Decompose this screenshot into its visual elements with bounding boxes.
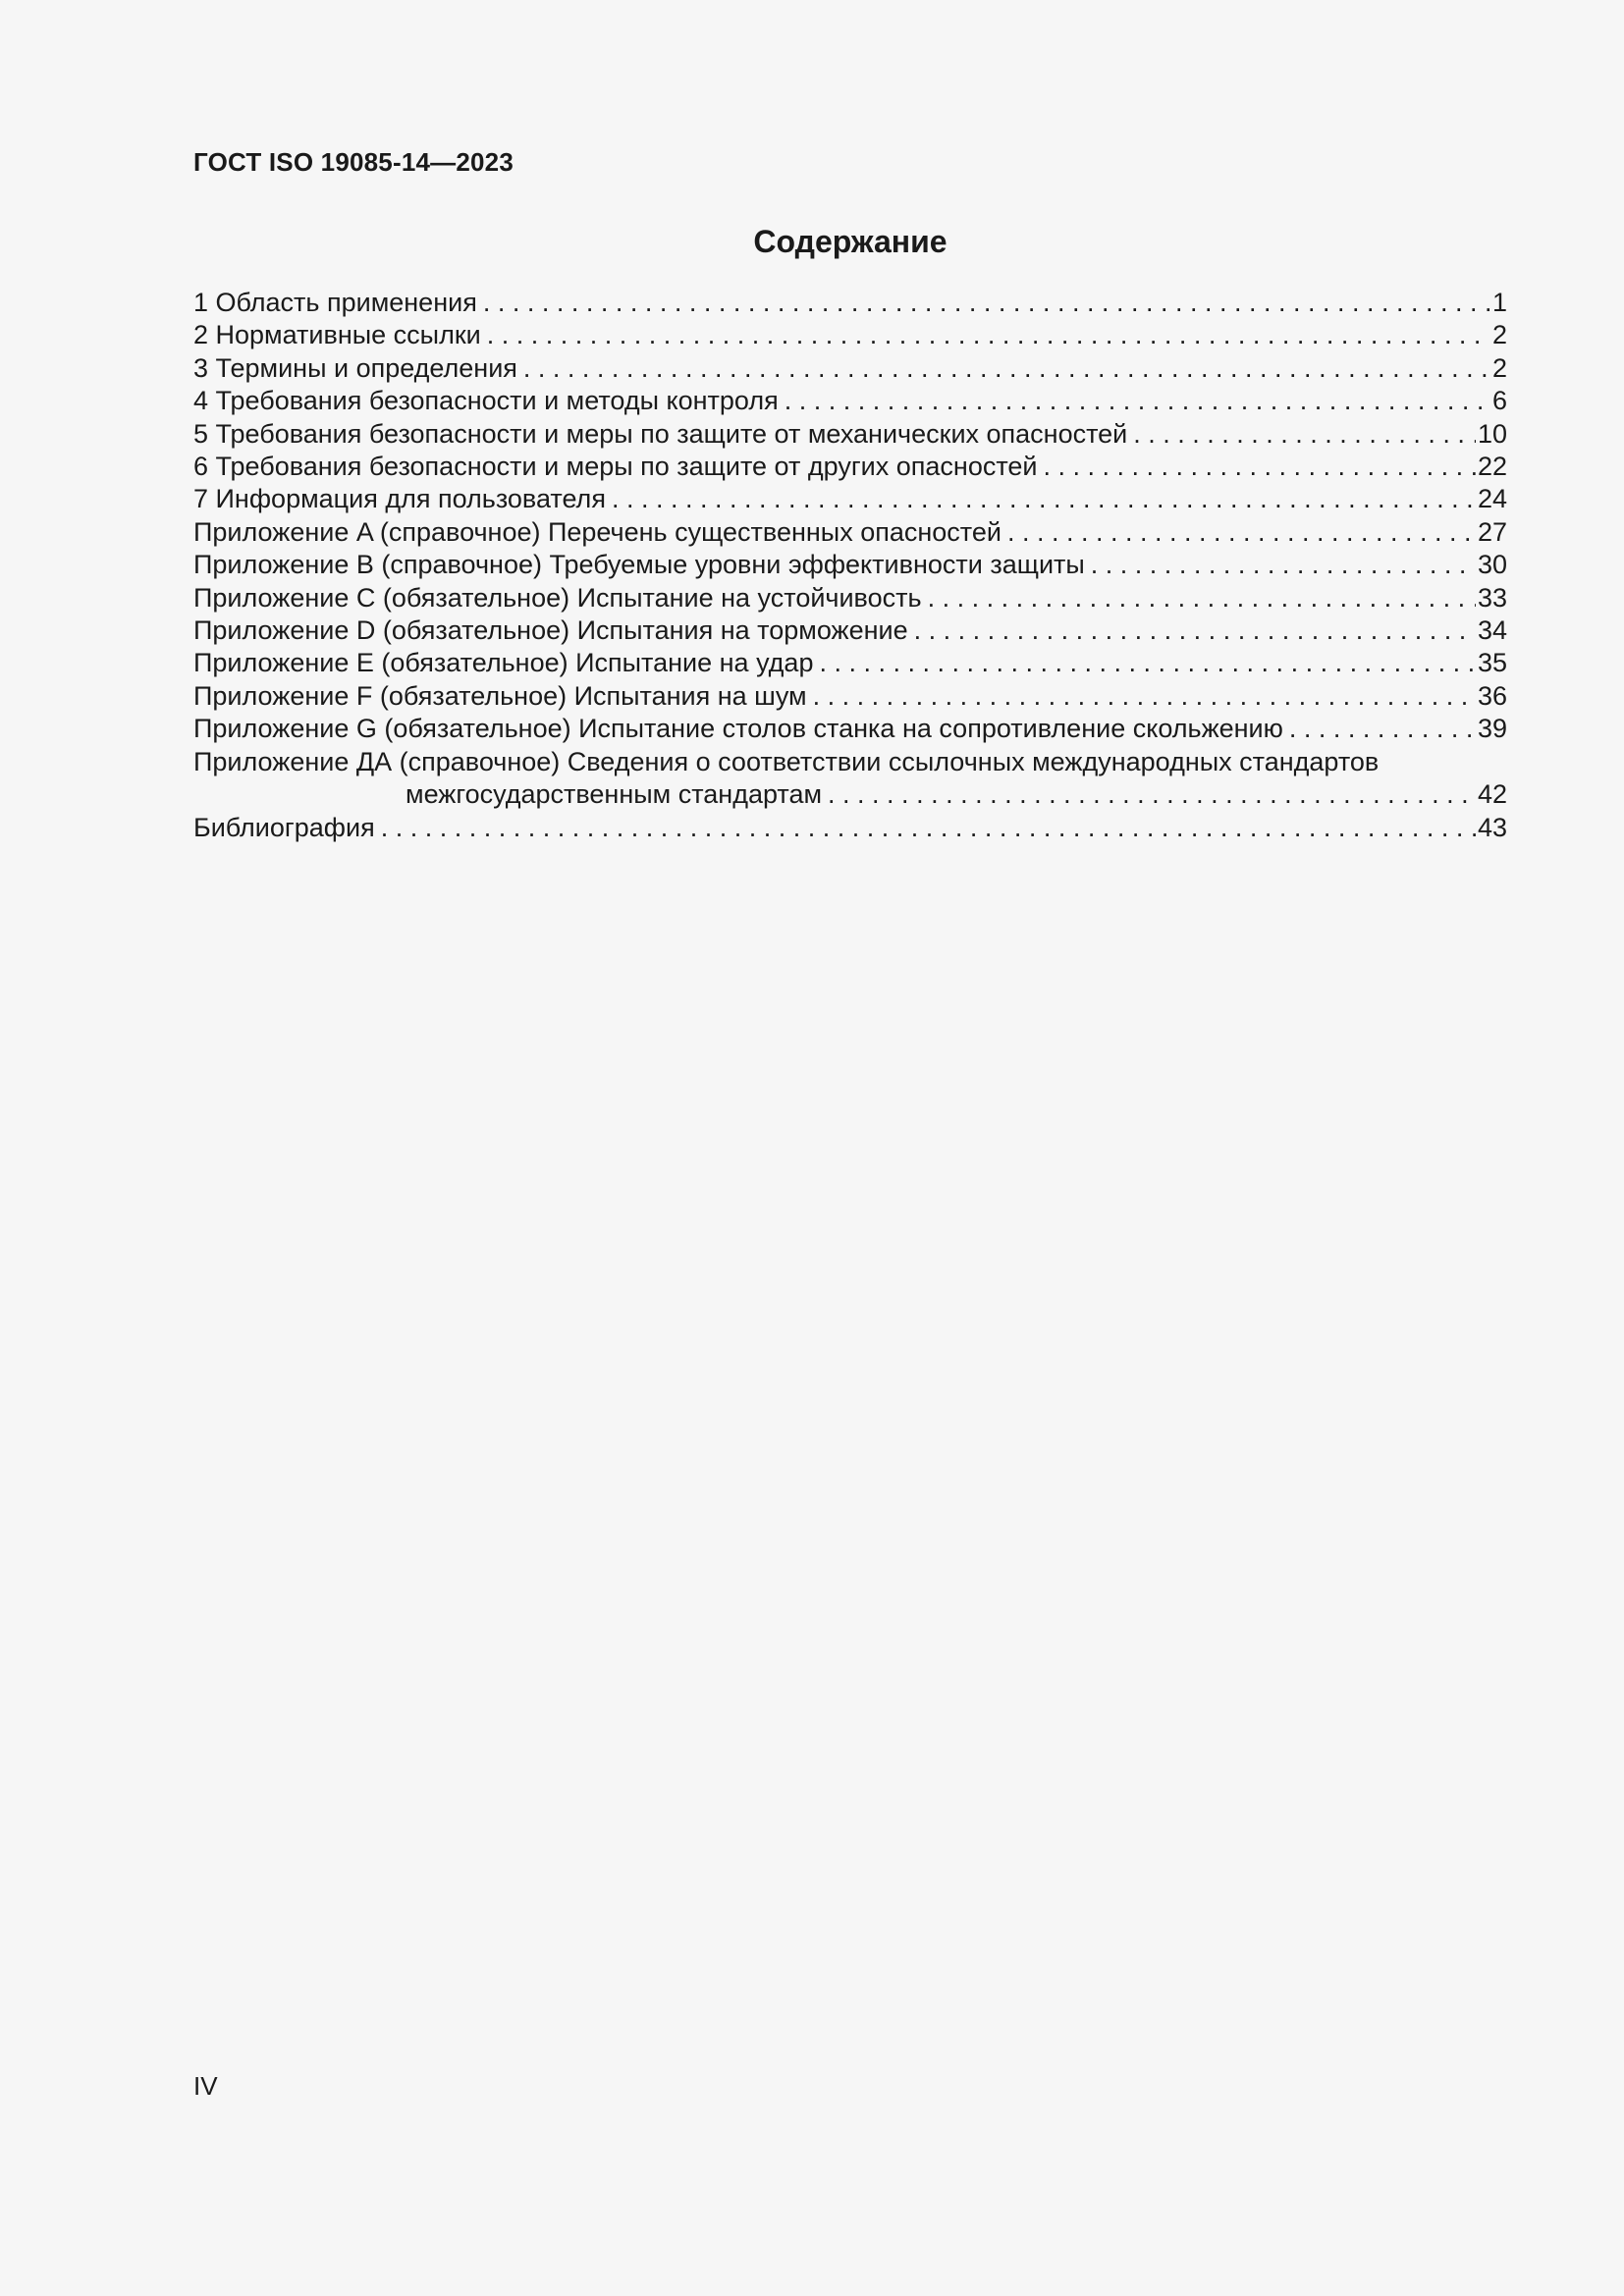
toc-entry-page: 2: [1491, 320, 1507, 350]
toc-entry[interactable]: [193, 483, 1507, 515]
toc-entry-bibliography[interactable]: [193, 812, 1507, 844]
toc-entry-label: Библиография: [193, 812, 375, 842]
toc-entry-label: 3 Термины и определения: [193, 352, 517, 383]
page-number: IV: [193, 2071, 218, 2101]
toc-entry-label: Приложение B (справочное) Требуемые уровни эффективности защиты: [193, 550, 1085, 580]
toc-entry-label: Приложение C (обязательное) Испытание на устойчивость: [193, 582, 922, 613]
toc-entry-label: Приложение A (справочное) Перечень существенных опасностей: [193, 516, 1001, 547]
toc-entry-page: 1: [1491, 288, 1507, 317]
toc-entry-page: 6: [1491, 386, 1507, 416]
toc-entry[interactable]: [193, 319, 1507, 351]
document-code: ГОСТ ISO 19085-14—2023: [193, 147, 514, 177]
dot-leader: [928, 582, 1476, 614]
toc-entry-label: Приложение E (обязательное) Испытание на удар: [193, 648, 814, 678]
toc-entry-appendix-da[interactable]: [193, 746, 1507, 812]
toc-entry-label: Приложение F (обязательное) Испытания на шум: [193, 680, 807, 711]
dot-leader: [914, 614, 1476, 647]
dot-leader: [612, 483, 1476, 515]
dot-leader: [785, 385, 1490, 417]
toc-entry-label: Приложение G (обязательное) Испытание столов станка на сопротивление скольжению: [193, 714, 1283, 744]
toc-entry-page: 10: [1477, 418, 1507, 449]
dot-leader: [819, 647, 1475, 679]
toc-entry-label: Приложение D (обязательное) Испытания на торможение: [193, 615, 908, 646]
toc-entry-page: 35: [1477, 648, 1507, 678]
toc-entry[interactable]: [193, 647, 1507, 679]
toc-entry[interactable]: [193, 451, 1507, 483]
toc-entry-page: 27: [1477, 516, 1507, 547]
toc-entry[interactable]: [193, 713, 1507, 745]
dot-leader: [483, 287, 1490, 319]
dot-leader: [1044, 451, 1476, 483]
toc-entry-label: 7 Информация для пользователя: [193, 484, 606, 514]
table-of-contents: [193, 287, 1507, 844]
toc-entry[interactable]: [193, 516, 1507, 549]
dot-leader: [1133, 418, 1476, 451]
toc-entry-label: 5 Требования безопасности и меры по защите от механических опасностей: [193, 418, 1128, 449]
toc-entry[interactable]: [193, 385, 1507, 417]
toc-entry[interactable]: [193, 582, 1507, 614]
toc-entry-label: 4 Требования безопасности и методы контроля: [193, 386, 779, 416]
toc-entry-page: 22: [1477, 452, 1507, 482]
dot-leader: [523, 352, 1490, 385]
toc-entry-page: 33: [1477, 582, 1507, 613]
dot-leader: [381, 812, 1476, 844]
dot-leader: [487, 319, 1490, 351]
dot-leader: [828, 778, 1476, 811]
dot-leader: [1091, 549, 1476, 581]
toc-entry-page: 43: [1477, 812, 1507, 842]
dot-leader: [1289, 713, 1476, 745]
toc-entry[interactable]: [193, 418, 1507, 451]
toc-entry-page: 2: [1491, 352, 1507, 383]
toc-entry[interactable]: [193, 287, 1507, 319]
toc-title: Содержание: [753, 224, 947, 259]
toc-entry-label: 1 Область применения: [193, 288, 477, 317]
toc-entry[interactable]: [193, 352, 1507, 385]
toc-entry[interactable]: [193, 680, 1507, 713]
toc-entry-page: 30: [1477, 550, 1507, 580]
dot-leader: [1007, 516, 1476, 549]
dot-leader: [813, 680, 1476, 713]
toc-entry-page: 42: [1477, 779, 1507, 810]
toc-entry-label-line1: Приложение ДА (справочное) Сведения о соответствии ссылочных международных стандартов: [193, 746, 1380, 776]
toc-entry[interactable]: [193, 549, 1507, 581]
toc-entry-page: 24: [1477, 484, 1507, 514]
toc-entry-label: 2 Нормативные ссылки: [193, 320, 481, 350]
toc-entry-label-line2: межгосударственным стандартам: [406, 779, 823, 810]
toc-entry-label: 6 Требования безопасности и меры по защите от других опасностей: [193, 452, 1038, 482]
toc-entry-page: 34: [1477, 615, 1507, 646]
toc-entry[interactable]: [193, 614, 1507, 647]
toc-entry-page: 39: [1477, 714, 1507, 744]
toc-entry-page: 36: [1477, 680, 1507, 711]
